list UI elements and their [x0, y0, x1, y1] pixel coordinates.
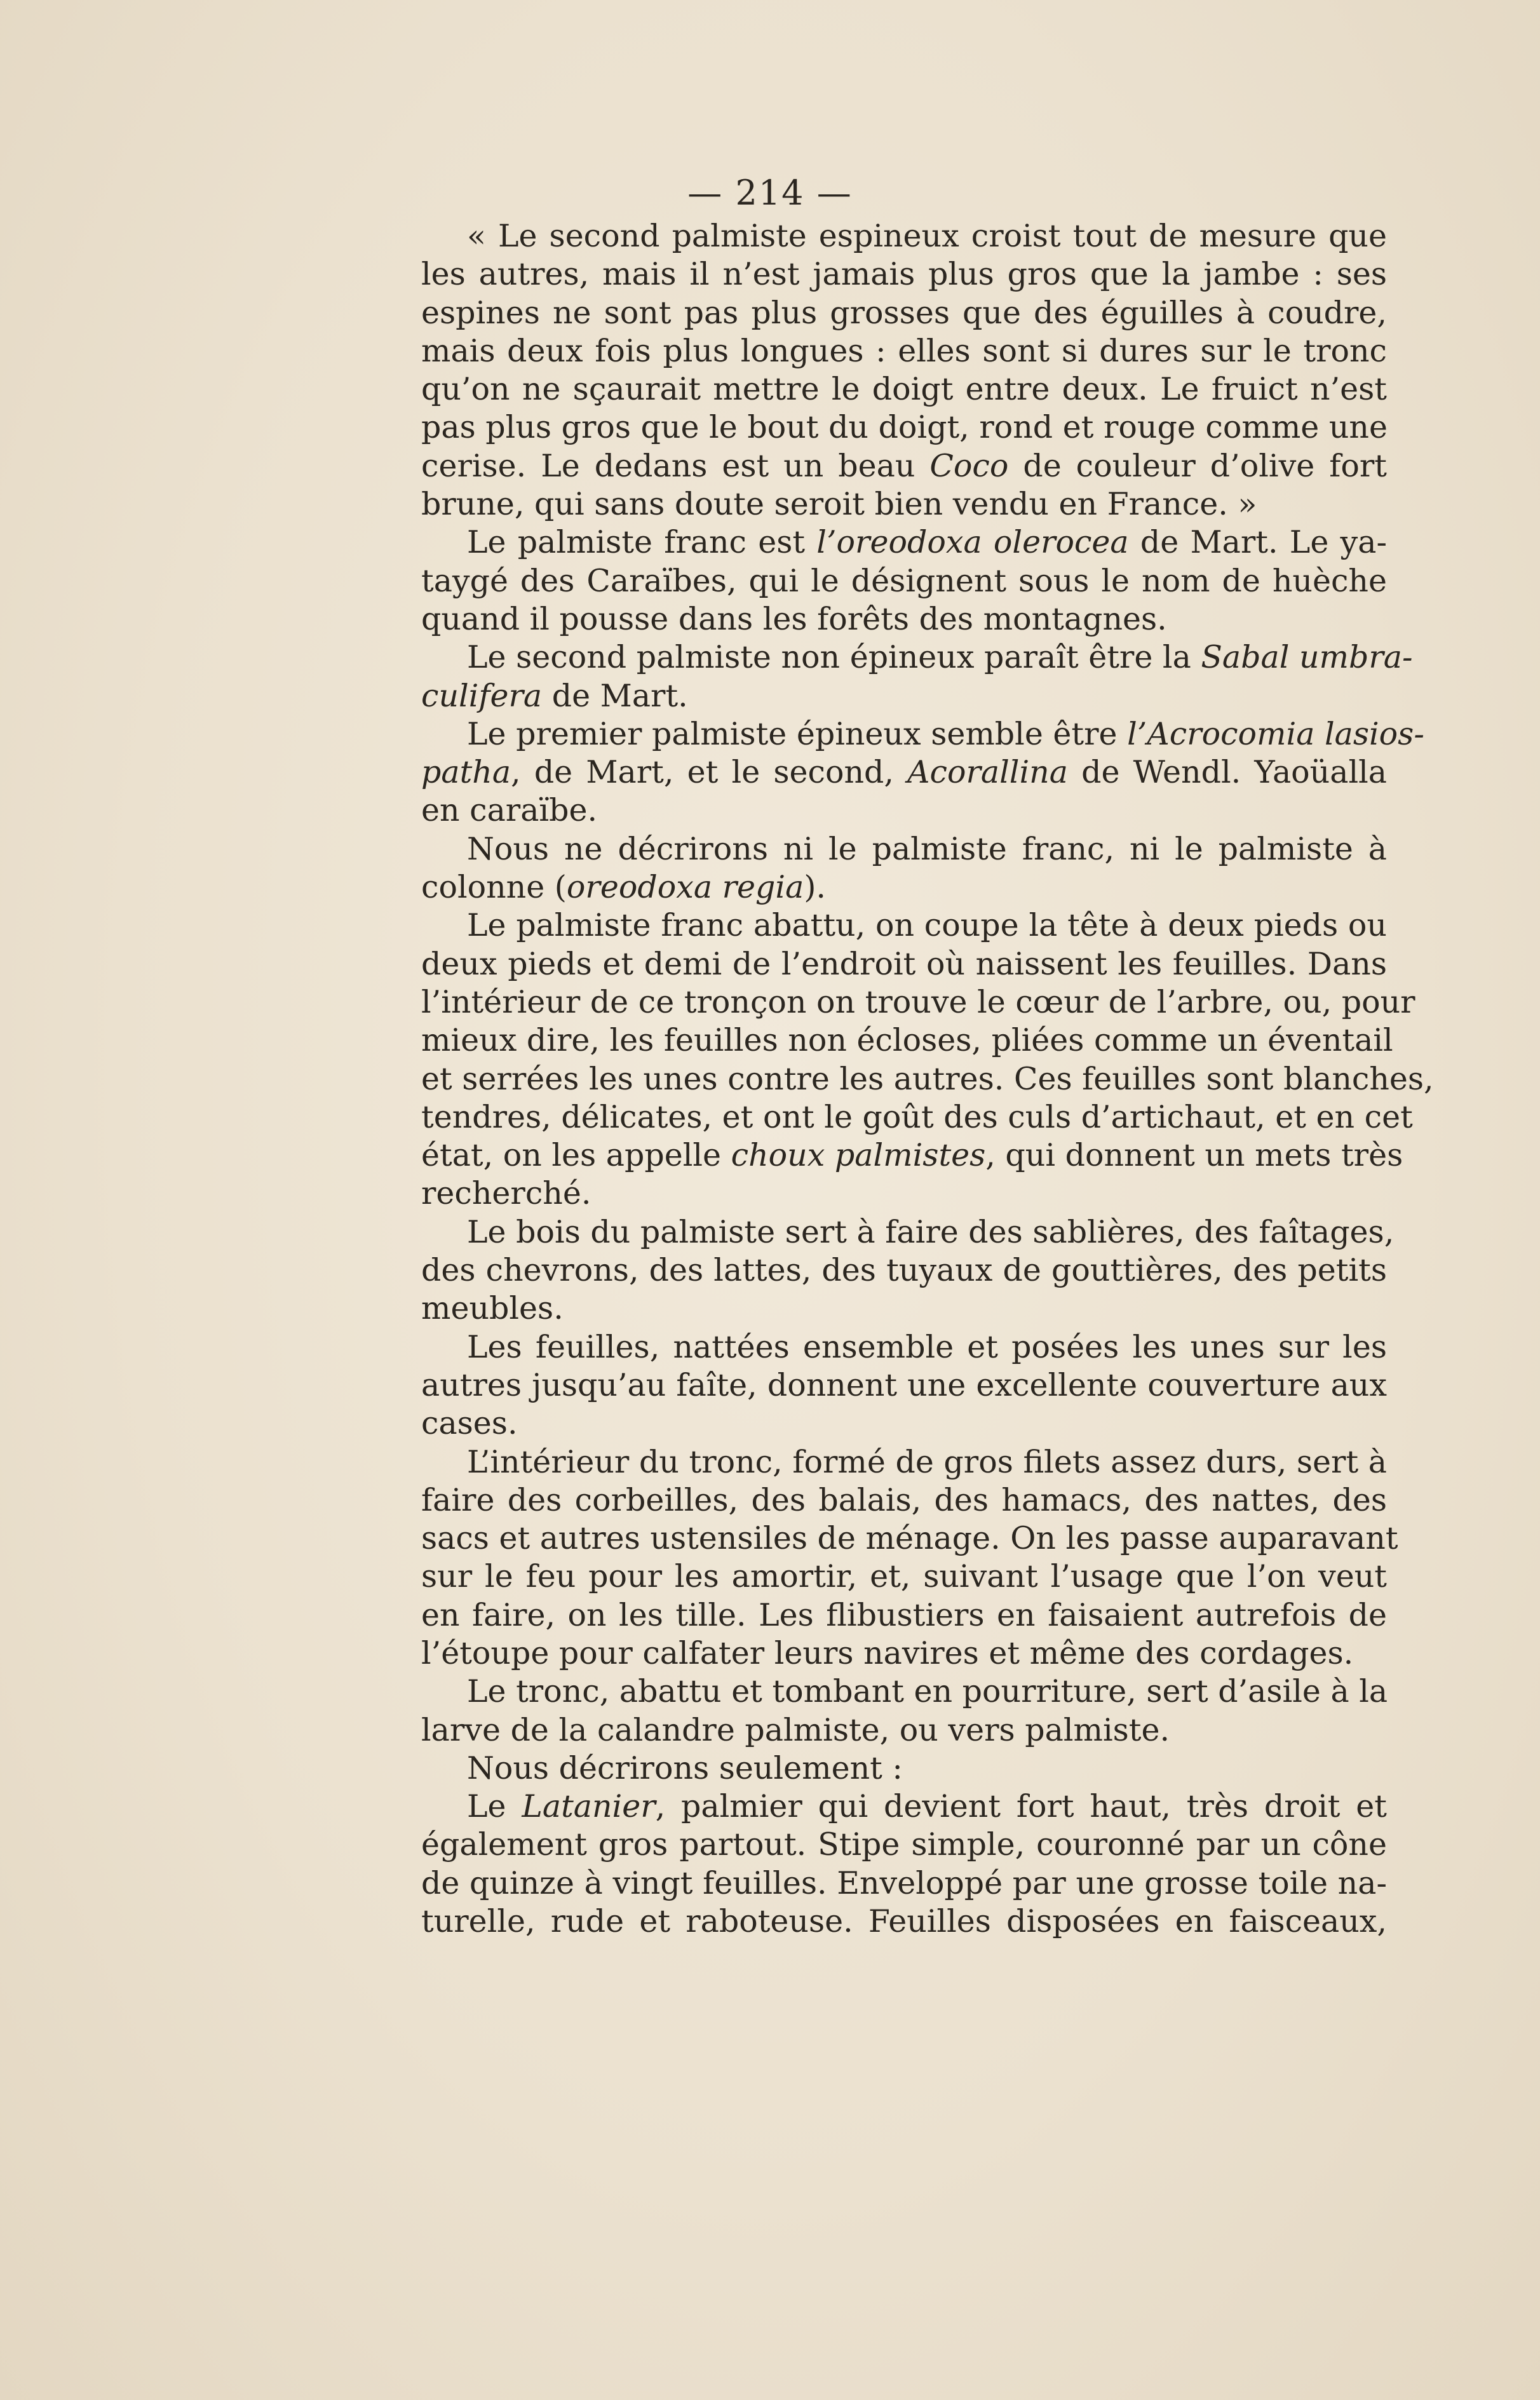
text-line [421, 1826, 1387, 1864]
text-line [421, 1175, 1387, 1213]
text-segment: sur le feu pour les amortir, et, suivant l’usage que l’on veut [421, 1558, 1387, 1595]
text-segment: en faire, on les tille. Les flibustiers en faisaient autrefois de [421, 1596, 1387, 1633]
text-line [421, 600, 1387, 638]
italic-text: l’oreodoxa olerocea [816, 524, 1129, 561]
text-segment: des chevrons, des lattes, des tuyaux de gouttières, des petits [421, 1252, 1387, 1289]
text-segment: Le second palmiste non épineux paraît être la [467, 639, 1201, 676]
text-segment: larve de la calandre palmiste, ou vers palmiste. [421, 1711, 1170, 1748]
text-line [421, 523, 1387, 562]
text-segment: , de Mart, et le second, [511, 754, 908, 791]
text-segment: Le bois du palmiste sert à faire des sablières, des faîtages, [467, 1213, 1395, 1250]
text-line [421, 1788, 1387, 1826]
text-line [421, 792, 1387, 830]
text-line [421, 332, 1387, 370]
text-segment: en caraïbe. [421, 792, 598, 829]
text-segment: deux pieds et demi de l’endroit où naissent les feuilles. Dans [421, 945, 1387, 982]
text-segment: recherché. [421, 1175, 591, 1212]
italic-text: l’Acrocomia lasios- [1127, 715, 1424, 752]
text-line [421, 677, 1387, 715]
text-line [421, 447, 1387, 485]
text-segment: espines ne sont pas plus grosses que des éguilles à coudre, [421, 294, 1387, 331]
text-segment: quand il pousse dans les forêts des montagnes. [421, 600, 1167, 637]
text-line [421, 1213, 1395, 1251]
italic-text: culifera [421, 677, 543, 714]
text-segment: Nous ne décrirons ni le palmiste franc, ni le palmiste à [467, 830, 1387, 867]
text-segment: l’intérieur de ce tronçon on trouve le cœur de l’arbre, ou, pour [421, 983, 1415, 1020]
text-segment: , palmier qui devient fort haut, très droit et [655, 1788, 1387, 1825]
text-segment: qu’on ne sçaurait mettre le doigt entre deux. Le fruict n’est [421, 371, 1387, 408]
text-segment: de quinze à vingt feuilles. Enveloppé par une grosse toile na- [421, 1864, 1387, 1901]
text-line [421, 1711, 1387, 1749]
text-line [421, 830, 1387, 868]
text-segment: Le [467, 1788, 522, 1825]
text-line [421, 562, 1387, 600]
text-line [421, 1481, 1387, 1520]
text-segment: de couleur d’olive fort [1008, 447, 1387, 484]
text-line [421, 217, 1387, 255]
text-line [421, 294, 1387, 332]
italic-text: Latanier [522, 1788, 656, 1825]
text-segment: de Wendl. Yaoüalla [1067, 754, 1388, 791]
text-line [421, 868, 1387, 907]
text-segment: colonne ( [421, 869, 567, 906]
text-segment: « Le second palmiste espineux croist tout de mesure que [467, 218, 1387, 254]
text-segment: sacs et autres ustensiles de ménage. On les passe auparavant [421, 1520, 1398, 1557]
text-line [421, 1251, 1387, 1290]
text-line [421, 1903, 1387, 1941]
text-segment: Le premier palmiste épineux semble être [467, 715, 1128, 752]
italic-text: Sabal umbra- [1201, 639, 1413, 676]
text-segment: taygé des Caraïbes, qui le désignent sous le nom de huèche [421, 562, 1387, 599]
italic-text: choux palmistes [731, 1137, 986, 1174]
text-segment: autres jusqu’au faîte, donnent une excellente couverture aux [421, 1366, 1387, 1403]
italic-text: Acorallina [907, 754, 1068, 791]
text-segment: brune, qui sans doute seroit bien vendu en France. » [421, 486, 1257, 523]
text-segment: Le palmiste franc abattu, on coupe la tête à deux pieds ou [467, 907, 1387, 944]
text-segment: Le tronc, abattu et tombant en pourriture, sert d’asile à la [467, 1673, 1388, 1710]
text-line [421, 1060, 1434, 1098]
text-line [421, 715, 1424, 753]
text-line [421, 1558, 1387, 1596]
text-segment: tendres, délicates, et ont le goût des culs d’artichaut, et en cet [421, 1098, 1413, 1135]
text-segment: Les feuilles, nattées ensemble et posées les unes sur les [467, 1328, 1387, 1365]
text-line [421, 255, 1387, 293]
text-segment: pas plus gros que le bout du doigt, rond et rouge comme une [421, 409, 1388, 446]
text-line [421, 1673, 1387, 1711]
text-segment: et serrées les unes contre les autres. Ces feuilles sont blanches, [421, 1060, 1434, 1097]
text-segment: turelle, rude et raboteuse. Feuilles disposées en faisceaux, [421, 1903, 1387, 1940]
text-segment: de Mart. [542, 677, 688, 714]
text-segment: cerise. Le dedans est un beau [421, 447, 930, 484]
text-segment: L’intérieur du tronc, formé de gros filets assez durs, sert à [467, 1443, 1387, 1480]
text-line [421, 1864, 1387, 1903]
text-segment: mieux dire, les feuilles non écloses, pliées comme un éventail [421, 1022, 1393, 1059]
text-line [421, 1290, 1387, 1328]
text-segment: cases. [421, 1405, 518, 1442]
text-line [421, 1366, 1387, 1405]
text-line [421, 1443, 1387, 1481]
text-segment: faire des corbeilles, des balais, des hamacs, des nattes, des [421, 1481, 1387, 1518]
text-line [421, 1136, 1403, 1175]
text-line [421, 485, 1387, 523]
text-line [421, 1596, 1387, 1635]
text-line [421, 945, 1387, 983]
text-line [421, 1635, 1387, 1673]
text-line [421, 1749, 1387, 1788]
text-segment: état, on les appelle [421, 1137, 731, 1174]
italic-text: patha [421, 754, 511, 791]
text-segment: également gros partout. Stipe simple, couronné par un cône [421, 1826, 1387, 1863]
text-line [421, 1520, 1398, 1558]
text-line [421, 370, 1387, 408]
text-line [421, 1405, 1387, 1443]
text-segment: mais deux fois plus longues : elles sont si dures sur le tronc [421, 332, 1387, 369]
body-text [421, 217, 1434, 1941]
text-segment: , qui donnent un mets très [985, 1137, 1403, 1174]
text-segment: les autres, mais il n’est jamais plus gros que la jambe : ses [421, 256, 1387, 293]
text-segment: de Mart. Le ya- [1128, 524, 1387, 561]
text-line [421, 408, 1387, 447]
text-segment: Nous décrirons seulement : [467, 1749, 903, 1786]
text-line [421, 1328, 1387, 1366]
italic-text: Coco [929, 447, 1009, 484]
italic-text: oreodoxa regia [566, 869, 804, 906]
text-segment: Le palmiste franc est [467, 524, 817, 561]
text-segment: l’étoupe pour calfater leurs navires et même des cordages. [421, 1635, 1354, 1671]
page-number: — 214 — [687, 173, 853, 213]
text-line [421, 753, 1387, 792]
text-line [421, 638, 1413, 677]
text-line [421, 1098, 1413, 1136]
text-segment: ). [804, 869, 827, 906]
text-segment: meubles. [421, 1290, 564, 1327]
text-line [421, 1021, 1393, 1060]
text-line [421, 907, 1387, 945]
text-line [421, 983, 1415, 1021]
